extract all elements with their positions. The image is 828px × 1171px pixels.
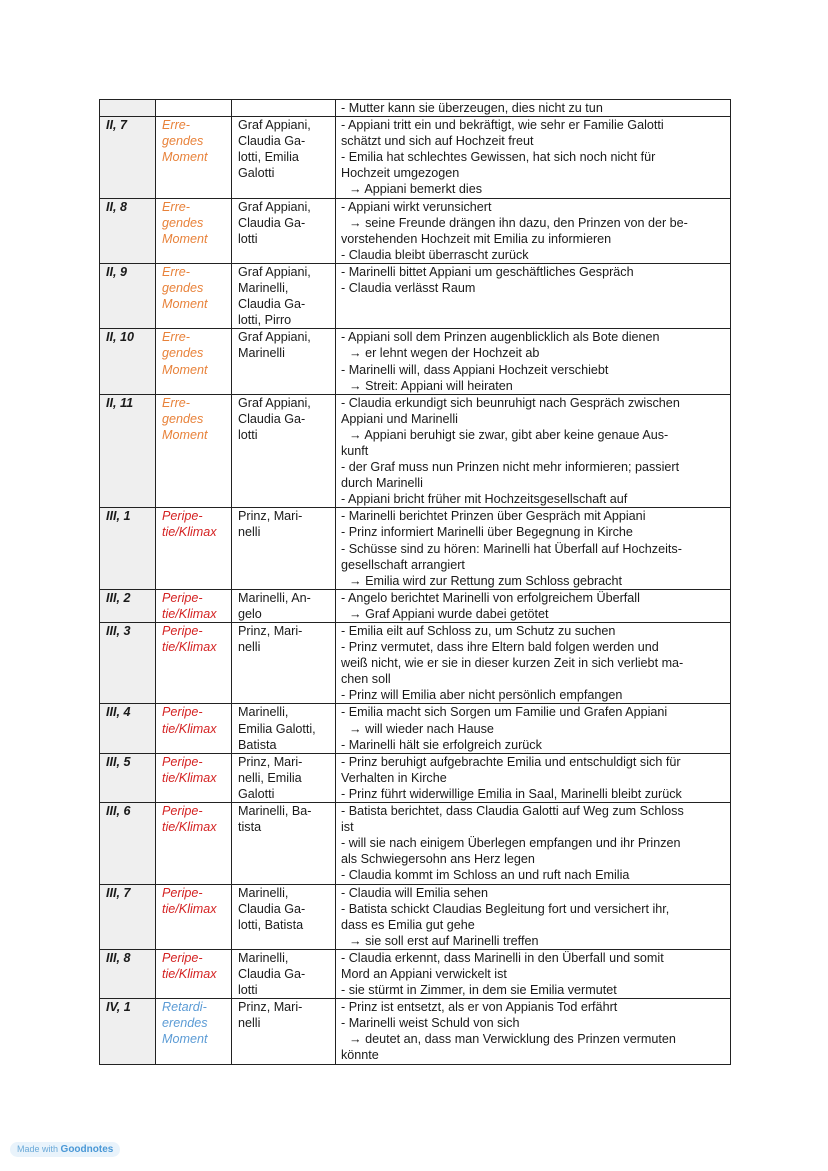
stage-cell	[156, 508, 232, 589]
stage-cell	[156, 999, 232, 1064]
content-line: - Batista berichtet, dass Claudia Galotti auf Weg zum Schloss	[341, 804, 684, 819]
content-cell	[336, 100, 731, 117]
content-cell	[336, 753, 731, 802]
character-line: Claudia Ga-	[238, 297, 306, 312]
character-line: nelli	[238, 640, 261, 655]
character-line: Graf Appiani,	[238, 264, 311, 279]
stage-line: Moment	[162, 362, 208, 377]
content-line: - Emilia hat schlechtes Gewissen, hat sich noch nicht für	[341, 150, 656, 165]
stage-cell	[156, 803, 232, 884]
stage-cell	[156, 589, 232, 622]
stage-line: Peripe-	[162, 705, 203, 720]
characters-cell	[232, 589, 336, 622]
content-line: - Prinz ist entsetzt, als er von Appianis Tod erfährt	[341, 1000, 618, 1015]
content-line: - Claudia will Emilia sehen	[341, 885, 488, 900]
stage-cell	[156, 263, 232, 328]
character-line: Claudia Ga-	[238, 411, 306, 426]
character-line: Galotti	[238, 786, 275, 801]
table-row	[100, 623, 731, 704]
stage-line: Erre-	[162, 264, 190, 279]
character-line: Prinz, Mari-	[238, 509, 303, 524]
content-line: vorstehenden Hochzeit mit Emilia zu informieren	[341, 231, 612, 246]
content-line: als Schwiegersohn ans Herz legen	[341, 852, 535, 867]
content-cell	[336, 884, 731, 949]
character-line: lotti	[238, 983, 258, 998]
table-row	[100, 704, 731, 753]
scene-cell	[100, 394, 156, 508]
characters-cell	[232, 803, 336, 884]
scene-cell	[100, 803, 156, 884]
content-cell	[336, 394, 731, 508]
scene-label: III, 7	[106, 885, 131, 900]
content-line: chen soll	[341, 672, 391, 687]
scene-label: III, 5	[106, 754, 131, 769]
scene-cell	[100, 117, 156, 198]
stage-line: Peripe-	[162, 885, 203, 900]
character-line: nelli	[238, 525, 261, 540]
character-line: Batista	[238, 737, 277, 752]
content-cell	[336, 704, 731, 753]
scene-label: III, 1	[106, 509, 131, 524]
content-line: → Appiani bemerkt dies	[349, 182, 483, 197]
characters-cell	[232, 623, 336, 704]
stage-line: gendes	[162, 134, 204, 149]
content-line: → Appiani beruhigt sie zwar, gibt aber keine genaue Aus-	[349, 427, 669, 442]
content-line: - Prinz informiert Marinelli über Begegnung in Kirche	[341, 525, 633, 540]
character-line: Emilia Galotti,	[238, 721, 316, 736]
content-line: Mord an Appiani verwickelt ist	[341, 966, 507, 981]
table-row	[100, 999, 731, 1064]
stage-line: tie/Klimax	[162, 606, 217, 621]
table-row	[100, 949, 731, 998]
content-cell	[336, 198, 731, 263]
character-line: gelo	[238, 606, 262, 621]
content-line: - Marinelli weist Schuld von sich	[341, 1016, 520, 1031]
stage-line: Erre-	[162, 395, 190, 410]
character-line: Graf Appiani,	[238, 118, 311, 133]
character-line: Marinelli,	[238, 950, 289, 965]
content-line: - Prinz beruhigt aufgebrachte Emilia und entschuldigt sich für	[341, 754, 681, 769]
stage-line: Moment	[162, 297, 208, 312]
content-line: Appiani und Marinelli	[341, 411, 458, 426]
character-line: tista	[238, 820, 262, 835]
scene-label: III, 2	[106, 590, 131, 605]
character-line: Prinz, Mari-	[238, 624, 303, 638]
stage-line: Moment	[162, 427, 208, 442]
content-line: - Prinz führt widerwillige Emilia in Saal, Marinelli bleibt zurück	[341, 786, 682, 801]
table-row	[100, 100, 731, 117]
table-row	[100, 394, 731, 508]
character-line: Claudia Ga-	[238, 901, 306, 916]
scene-label: II, 8	[106, 199, 127, 214]
stage-line: tie/Klimax	[162, 966, 217, 981]
scene-cell	[100, 508, 156, 589]
table-row	[100, 884, 731, 949]
character-line: lotti	[238, 427, 258, 442]
scene-cell	[100, 753, 156, 802]
character-line: nelli	[238, 1016, 261, 1031]
table-row	[100, 329, 731, 394]
stage-line: tie/Klimax	[162, 820, 217, 835]
stage-cell	[156, 100, 232, 117]
characters-cell	[232, 949, 336, 998]
characters-cell	[232, 263, 336, 328]
character-line: Graf Appiani,	[238, 199, 311, 214]
content-line: - sie stürmt in Zimmer, in dem sie Emilia vermutet	[341, 983, 617, 998]
character-line: Marinelli, An-	[238, 590, 311, 605]
content-line: - Claudia verlässt Raum	[341, 281, 476, 296]
content-line: - Marinelli bittet Appiani um geschäftliches Gespräch	[341, 264, 634, 279]
character-line: Prinz, Mari-	[238, 754, 303, 769]
character-line: Graf Appiani,	[238, 330, 311, 345]
content-cell	[336, 999, 731, 1064]
table-row	[100, 589, 731, 622]
content-line: - Claudia kommt im Schloss an und ruft nach Emilia	[341, 868, 630, 883]
content-line: Hochzeit umgezogen	[341, 166, 460, 181]
scene-cell	[100, 999, 156, 1064]
content-line: → Graf Appiani wurde dabei getötet	[349, 606, 549, 621]
scene-cell	[100, 198, 156, 263]
content-line: → will wieder nach Hause	[349, 721, 494, 736]
stage-line: Erre-	[162, 330, 190, 345]
stage-line: tie/Klimax	[162, 640, 217, 655]
content-line: gesellschaft arrangiert	[341, 557, 465, 572]
character-line: Graf Appiani,	[238, 395, 311, 410]
character-line: Claudia Ga-	[238, 215, 306, 230]
goodnotes-watermark	[10, 1142, 120, 1157]
content-line: durch Marinelli	[341, 476, 423, 491]
content-line: - Claudia erkundigt sich beunruhigt nach Gespräch zwischen	[341, 395, 680, 410]
stage-line: tie/Klimax	[162, 770, 217, 785]
stage-line: tie/Klimax	[162, 525, 217, 540]
content-line: - Appiani wirkt verunsichert	[341, 199, 492, 214]
stage-cell	[156, 198, 232, 263]
content-line: - Marinelli hält sie erfolgreich zurück	[341, 737, 542, 752]
content-cell	[336, 949, 731, 998]
content-line: dass es Emilia gut gehe	[341, 917, 475, 932]
content-line: → er lehnt wegen der Hochzeit ab	[349, 346, 540, 361]
table-row	[100, 263, 731, 328]
stage-cell	[156, 394, 232, 508]
content-line: → seine Freunde drängen ihn dazu, den Prinzen von der be-	[349, 215, 688, 230]
stage-line: Peripe-	[162, 509, 203, 524]
content-line: - Claudia erkennt, dass Marinelli in den Überfall und somit	[341, 950, 664, 965]
characters-cell	[232, 198, 336, 263]
scene-label: III, 4	[106, 705, 131, 720]
content-line: → Emilia wird zur Rettung zum Schloss gebracht	[349, 573, 622, 588]
content-line: könnte	[341, 1048, 379, 1063]
content-line: weiß nicht, wie er sie in dieser kurzen Zeit in sich verliebt ma-	[341, 656, 684, 671]
character-line: Claudia Ga-	[238, 134, 306, 149]
stage-cell	[156, 623, 232, 704]
characters-cell	[232, 117, 336, 198]
content-line: - Angelo berichtet Marinelli von erfolgreichem Überfall	[341, 590, 640, 605]
scene-table	[99, 99, 731, 1065]
content-line: - der Graf muss nun Prinzen nicht mehr informieren; passiert	[341, 460, 680, 475]
stage-cell	[156, 704, 232, 753]
scene-cell	[100, 704, 156, 753]
stage-line: Moment	[162, 1032, 208, 1047]
content-line: - Mutter kann sie überzeugen, dies nicht zu tun	[341, 101, 603, 115]
stage-line: Moment	[162, 231, 208, 246]
stage-cell	[156, 117, 232, 198]
stage-line: tie/Klimax	[162, 721, 217, 736]
content-cell	[336, 117, 731, 198]
content-line: - Prinz vermutet, dass ihre Eltern bald folgen werden und	[341, 640, 659, 655]
stage-line: Peripe-	[162, 590, 203, 605]
table-row	[100, 803, 731, 884]
character-line: Marinelli	[238, 346, 285, 361]
content-cell	[336, 329, 731, 394]
scene-label: III, 6	[106, 804, 131, 819]
content-line: - Emilia macht sich Sorgen um Familie und Grafen Appiani	[341, 705, 668, 720]
content-line: - Appiani bricht früher mit Hochzeitsgesellschaft auf	[341, 492, 628, 507]
content-line: → deutet an, dass man Verwicklung des Prinzen vermuten	[349, 1032, 676, 1047]
characters-cell	[232, 704, 336, 753]
character-line: Prinz, Mari-	[238, 1000, 303, 1015]
stage-cell	[156, 884, 232, 949]
stage-line: Retardi-	[162, 1000, 207, 1015]
stage-line: erendes	[162, 1016, 208, 1031]
content-line: Verhalten in Kirche	[341, 770, 447, 785]
stage-line: Peripe-	[162, 754, 203, 769]
character-line: lotti, Emilia	[238, 150, 299, 165]
characters-cell	[232, 753, 336, 802]
table-row	[100, 508, 731, 589]
content-cell	[336, 508, 731, 589]
scene-label: II, 7	[106, 118, 127, 133]
content-cell	[336, 589, 731, 622]
characters-cell	[232, 884, 336, 949]
stage-line: gendes	[162, 346, 204, 361]
content-line: - Claudia bleibt überrascht zurück	[341, 247, 529, 262]
characters-cell	[232, 100, 336, 117]
scene-label: II, 11	[106, 395, 134, 410]
watermark-prefix: Made with	[17, 1144, 59, 1154]
content-cell	[336, 803, 731, 884]
character-line: Marinelli, Ba-	[238, 804, 312, 819]
content-line: - Prinz will Emilia aber nicht persönlich empfangen	[341, 688, 623, 703]
watermark-brand: Goodnotes	[60, 1144, 114, 1155]
content-line: - Marinelli will, dass Appiani Hochzeit verschiebt	[341, 362, 609, 377]
stage-line: Moment	[162, 150, 208, 165]
scene-cell	[100, 949, 156, 998]
character-line: Marinelli,	[238, 885, 289, 900]
character-line: Marinelli,	[238, 705, 289, 720]
stage-cell	[156, 329, 232, 394]
stage-line: Peripe-	[162, 804, 203, 819]
scene-cell	[100, 329, 156, 394]
character-line: Claudia Ga-	[238, 966, 306, 981]
content-cell	[336, 623, 731, 704]
characters-cell	[232, 394, 336, 508]
scene-cell	[100, 589, 156, 622]
content-line: - Schüsse sind zu hören: Marinelli hat Überfall auf Hochzeits-	[341, 541, 682, 556]
characters-cell	[232, 508, 336, 589]
scene-label: II, 9	[106, 264, 127, 279]
content-line: kunft	[341, 443, 369, 458]
stage-cell	[156, 753, 232, 802]
character-line: Marinelli,	[238, 281, 289, 296]
table-row	[100, 753, 731, 802]
scene-label: II, 10	[106, 330, 135, 345]
characters-cell	[232, 999, 336, 1064]
scene-label: III, 3	[106, 624, 131, 638]
stage-line: gendes	[162, 411, 204, 426]
character-line: Galotti	[238, 166, 275, 181]
table-row	[100, 117, 731, 198]
content-line: → Streit: Appiani will heiraten	[349, 378, 513, 393]
character-line: lotti, Pirro	[238, 313, 292, 328]
stage-line: Peripe-	[162, 624, 203, 638]
content-line: - Marinelli berichtet Prinzen über Gespräch mit Appiani	[341, 509, 646, 524]
character-line: nelli, Emilia	[238, 770, 302, 785]
content-line: - Appiani tritt ein und bekräftigt, wie sehr er Familie Galotti	[341, 118, 664, 133]
stage-line: gendes	[162, 281, 204, 296]
characters-cell	[232, 329, 336, 394]
table-row	[100, 198, 731, 263]
content-line: - will sie nach einigem Überlegen empfangen und ihr Prinzen	[341, 836, 681, 851]
content-cell	[336, 263, 731, 328]
stage-line: Erre-	[162, 118, 190, 133]
scene-cell	[100, 884, 156, 949]
scene-cell	[100, 623, 156, 704]
stage-cell	[156, 949, 232, 998]
content-line: - Emilia eilt auf Schloss zu, um Schutz zu suchen	[341, 624, 616, 638]
content-line: → sie soll erst auf Marinelli treffen	[349, 933, 539, 948]
stage-line: Peripe-	[162, 950, 203, 965]
character-line: lotti	[238, 231, 258, 246]
scene-label: III, 8	[106, 950, 131, 965]
scene-label: IV, 1	[106, 1000, 131, 1015]
stage-line: Erre-	[162, 199, 190, 214]
content-line: - Batista schickt Claudias Begleitung fort und versichert ihr,	[341, 901, 670, 916]
content-line: - Appiani soll dem Prinzen augenblicklich als Bote dienen	[341, 330, 660, 345]
scene-cell	[100, 100, 156, 117]
stage-line: tie/Klimax	[162, 901, 217, 916]
content-line: schätzt und sich auf Hochzeit freut	[341, 134, 534, 149]
stage-line: gendes	[162, 215, 204, 230]
content-line: ist	[341, 820, 354, 835]
character-line: lotti, Batista	[238, 917, 304, 932]
scene-cell	[100, 263, 156, 328]
